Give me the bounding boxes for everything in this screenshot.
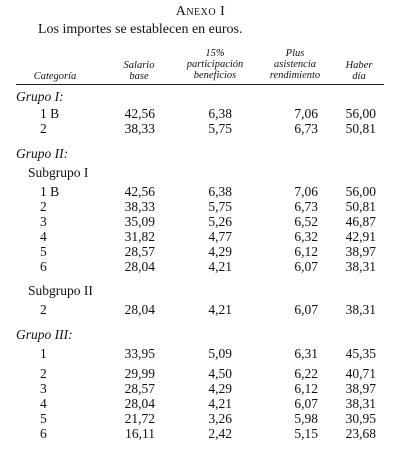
cell-plus: 6,12 [294,381,318,396]
cell-plus: 6,52 [294,214,318,229]
cell-participacion: 4,21 [208,302,232,317]
cell-plus: 5,15 [294,426,318,441]
cell-plus: 5,98 [294,411,318,426]
cell-participacion: 4,29 [208,244,232,259]
cell-categoria: 4 [40,396,47,411]
cell-categoria: 3 [40,381,47,396]
cell-haber: 38,31 [345,396,376,411]
cell-plus: 6,12 [294,244,318,259]
cell-categoria: 2 [40,199,47,214]
header-participacion-line2: participación [186,59,244,70]
group-label: Grupo I: [16,89,64,104]
table-row [0,199,401,215]
table-row [0,366,401,382]
cell-participacion: 2,42 [208,426,232,441]
cell-haber: 40,71 [345,366,376,381]
cell-participacion: 3,26 [208,411,232,426]
cell-haber: 56,00 [345,184,376,199]
annex-title: Anexo I [175,4,226,19]
cell-participacion: 4,50 [208,366,232,381]
cell-haber: 50,81 [345,199,376,214]
cell-haber: 38,97 [345,244,376,259]
cell-haber: 38,31 [345,302,376,317]
header-participacion [178,48,252,81]
cell-categoria: 6 [40,426,47,441]
cell-participacion: 6,38 [208,106,232,121]
header-plus-line3: rendimiento [269,70,321,81]
table-row [0,302,401,318]
subgroup-label: Subgrupo II [28,283,93,298]
cell-categoria: 2 [40,302,47,317]
cell-salario: 28,04 [124,396,155,411]
table-row [0,426,401,442]
cell-participacion: 4,77 [208,229,232,244]
header-participacion-line3: beneficios [193,70,237,81]
cell-participacion: 5,09 [208,346,232,361]
header-haber-line2: día [352,71,366,82]
cell-haber: 46,87 [345,214,376,229]
cell-participacion: 4,21 [208,396,232,411]
cell-plus: 6,32 [294,229,318,244]
cell-plus: 6,07 [294,396,318,411]
cell-categoria: 5 [40,244,47,259]
cell-plus: 6,73 [294,121,318,136]
table-row [0,106,401,122]
cell-participacion: 5,26 [208,214,232,229]
cell-categoria: 3 [40,214,47,229]
header-salario-line1: Salario [123,60,155,71]
cell-haber: 45,35 [345,346,376,361]
header-salario-line2: base [129,71,149,82]
table-row [0,396,401,412]
header-salario [113,60,165,82]
table-row [0,259,401,275]
cell-categoria: 6 [40,259,47,274]
table-row [0,346,401,362]
header-plus-line2: asistencia [274,59,316,70]
cell-salario: 29,99 [124,366,155,381]
cell-plus: 7,06 [294,106,318,121]
cell-categoria: 4 [40,229,47,244]
cell-haber: 30,95 [345,411,376,426]
cell-plus: 6,31 [294,346,318,361]
cell-salario: 28,04 [124,302,155,317]
header-haber [334,60,384,82]
table-row [0,121,401,137]
table-row [0,214,401,230]
cell-participacion: 5,75 [208,199,232,214]
cell-salario: 42,56 [124,184,155,199]
group-label: Grupo II: [16,146,69,161]
cell-salario: 28,04 [124,259,155,274]
cell-categoria: 1 B [40,106,60,121]
cell-salario: 28,57 [124,381,155,396]
cell-salario: 38,33 [124,121,155,136]
cell-categoria: 1 [40,346,47,361]
cell-haber: 38,97 [345,381,376,396]
table-row [0,411,401,427]
cell-categoria: 5 [40,411,47,426]
cell-plus: 7,06 [294,184,318,199]
cell-haber: 23,68 [345,426,376,441]
cell-salario: 21,72 [124,411,155,426]
cell-haber: 42,91 [345,229,376,244]
header-haber-line1: Haber [345,60,373,71]
cell-salario: 38,33 [124,199,155,214]
cell-salario: 33,95 [124,346,155,361]
table-row [0,229,401,245]
cell-categoria: 2 [40,366,47,381]
cell-participacion: 6,38 [208,184,232,199]
table-row [0,184,401,200]
cell-plus: 6,22 [294,366,318,381]
header-categoria-text: Categoría [33,71,77,82]
group-label: Grupo III: [16,327,73,342]
header-rule [16,84,384,85]
cell-salario: 28,57 [124,244,155,259]
cell-salario: 35,09 [124,214,155,229]
cell-participacion: 4,21 [208,259,232,274]
cell-plus: 6,07 [294,302,318,317]
header-categoria [20,71,90,82]
cell-salario: 31,82 [124,229,155,244]
header-participacion-line1: 15% [205,48,225,59]
cell-salario: 16,11 [125,426,155,441]
subgroup-label: Subgrupo I [28,165,89,180]
cell-plus: 6,73 [294,199,318,214]
cell-haber: 38,31 [345,259,376,274]
header-plus [258,48,332,81]
cell-haber: 50,81 [345,121,376,136]
cell-plus: 6,07 [294,259,318,274]
table-row [0,244,401,260]
header-plus-line1: Plus [285,48,305,59]
cell-haber: 56,00 [345,106,376,121]
table-row [0,381,401,397]
cell-salario: 42,56 [124,106,155,121]
cell-categoria: 2 [40,121,47,136]
cell-participacion: 5,75 [208,121,232,136]
currency-note: Los importes se establecen en euros. [38,22,243,37]
cell-participacion: 4,29 [208,381,232,396]
cell-categoria: 1 B [40,184,60,199]
